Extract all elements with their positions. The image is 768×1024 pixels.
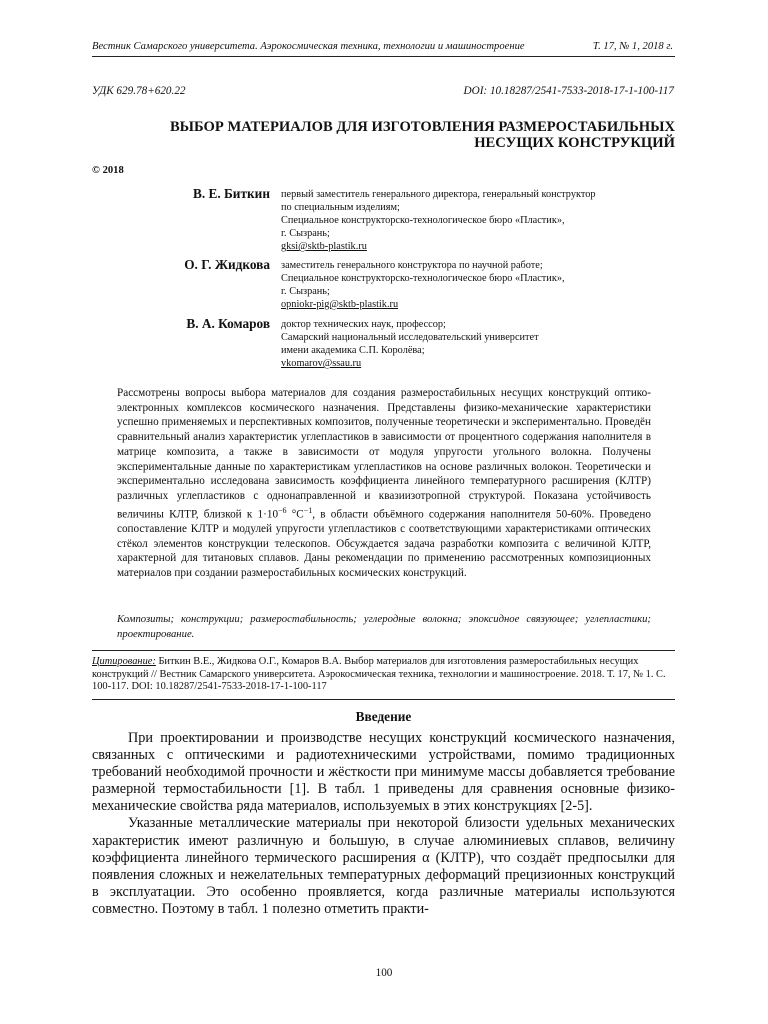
volume-info: Т. 17, № 1, 2018 г.	[592, 41, 673, 52]
keywords: Композиты; конструкции; размеростабильность; углеродные волокна; эпоксидное связующее; углепластики; проектирование.	[117, 613, 651, 640]
author-email-link[interactable]: gksi@sktb-plastik.ru	[281, 241, 367, 252]
abstract-exponent: −6	[278, 505, 287, 515]
affiliation-line: г. Сызрань;	[281, 228, 330, 239]
page-number: 100	[375, 967, 393, 979]
author-email-link[interactable]: vkomarov@ssau.ru	[281, 358, 362, 369]
affiliation-line: имени академика С.П. Королёва;	[281, 345, 425, 356]
abstract-unit-exponent: −1	[303, 505, 313, 515]
body-text	[92, 730, 675, 918]
affiliation-line: заместитель генерального конструктора по научной работе;	[281, 260, 543, 271]
article-title	[92, 119, 675, 151]
affiliation-line: доктор технических наук, профессор;	[281, 319, 446, 330]
affiliation-line: Специальное конструкторско-технологическое бюро «Пластик»,	[281, 273, 565, 284]
author-affiliation	[281, 318, 681, 370]
affiliation-line: Специальное конструкторско-технологическое бюро «Пластик»,	[281, 215, 565, 226]
affiliation-line: по специальным изделиям;	[281, 202, 400, 213]
abstract-text	[117, 386, 651, 581]
author-affiliation	[281, 188, 681, 253]
citation-box	[92, 650, 675, 700]
udk-code: УДК 629.78+620.22	[92, 85, 186, 97]
abstract-part2: , в области объёмного содержания наполнителя 50-60%. Проведено сопоставление КЛТР и модулей упругости углепластиков с соответствующими характеристиками оптических стёкол элементов конструкции телескопов. Обсуждается задача разработки композита с величиной КЛТР, характерной для титановых сплавов. Даны рекомендации по применению рассмотренных композиционных материалов при создании размеростабильных космических конструкций.	[117, 508, 651, 580]
article-title-line1: ВЫБОР МАТЕРИАЛОВ ДЛЯ ИЗГОТОВЛЕНИЯ РАЗМЕРОСТАБИЛЬНЫХ	[169, 119, 675, 135]
affiliation-line: первый заместитель генерального директора, генеральный конструктор	[281, 189, 596, 200]
author-email-link[interactable]: opniokr-pig@sktb-plastik.ru	[281, 299, 399, 310]
section-heading: Введение	[355, 709, 412, 724]
running-head	[92, 40, 675, 57]
article-title-line2: НЕСУЩИХ КОНСТРУКЦИЙ	[474, 135, 675, 151]
citation-text: Биткин В.Е., Жидкова О.Г., Комаров В.А. Выбор материалов для изготовления размеростабильных несущих конструкций // Вестник Самарского университета. Аэрокосмическая техника, технологии и машиностроение. 2018. Т. 17, № 1. С. 100-117. DOI: 10.18287/2541-7533-2018-17-1-100-117	[92, 656, 666, 693]
author-name: В. А. Комаров	[186, 316, 270, 331]
copyright: © 2018	[92, 165, 124, 176]
author-name: В. Е. Биткин	[192, 186, 270, 201]
abstract-unit: °C	[286, 508, 304, 521]
paragraph: При проектировании и производстве несущих конструкций космического назначения, связанных с оптическими и радиотехническими устройствами, помимо традиционных требований необходимой прочности и жёсткости при минимуме массы добавляется требование размерной термостабильности [1]. В табл. 1 приведены для сравнения основные физико-механические свойства ряда материалов, используемых в этих конструкциях [2-5].	[92, 730, 675, 815]
paragraph: Указанные металлические материалы при некоторой близости удельных механических характеристик имеют различную и большую, в случае алюминиевых сплавов, величину коэффициента линейного термического расширения α (КЛТР), что создаёт предпосылки для появления сложных и нежелательных температурных деформаций прецизионных конструкций в эксплуатации. Это особенно проявляется, когда различные материалы используются совместно. Поэтому в табл. 1 полезно отметить практи-	[92, 815, 675, 917]
journal-name: Вестник Самарского университета. Аэрокосмическая техника, технологии и машиностроение	[92, 41, 525, 52]
affiliation-line: Самарский национальный исследовательский университет	[281, 332, 539, 343]
author-name: О. Г. Жидкова	[184, 257, 270, 272]
author-affiliation	[281, 259, 681, 311]
doi: DOI: 10.18287/2541-7533-2018-17-1-100-117	[463, 85, 674, 97]
citation-label: Цитирование:	[92, 656, 156, 667]
abstract-part1: Рассмотрены вопросы выбора материалов для создания размеростабильных несущих конструкций оптико-электронных комплексов космического назначения. Представлены физико-механические характеристики успешно применяемых и перспективных композитов, полученные теоретически и экспериментально. Проведён сравнительный анализ характеристик углепластиков в зависимости от процентного содержания наполнителя в матрице композита, а также в зависимости от модуля упругости угольного волокна. Получены экспериментальные данные по характеристикам углепластиков на основе различных волокон. Теоретически и экспериментально исследована зависимость коэффициента линейного температурного расширения (КЛТР) различных углепластиков с однонаправленной и квазиизотропной структурой. Показана устойчивость величины КЛТР, близкой к 1·10	[117, 387, 651, 521]
abstract	[117, 386, 651, 581]
affiliation-line: г. Сызрань;	[281, 286, 330, 297]
